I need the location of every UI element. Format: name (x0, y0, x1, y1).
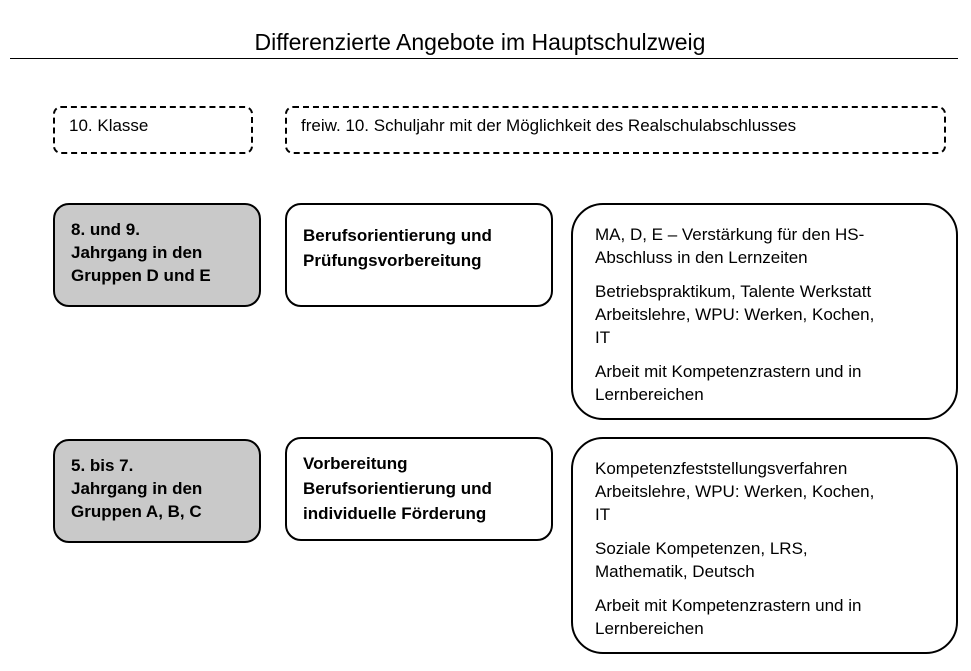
grade-10-box: 10. Klasse (53, 106, 253, 154)
focus-line: individuelle Förderung (303, 504, 487, 523)
detail-line: Lernbereichen (595, 385, 704, 404)
detail-paragraph (595, 223, 934, 269)
grade-10-offer-box: freiw. 10. Schuljahr mit der Möglichkeit des Realschulabschlusses (285, 106, 946, 154)
detail-line: IT (595, 505, 611, 524)
detail-line: IT (595, 328, 611, 347)
focus-line: Berufsorientierung und (303, 479, 492, 498)
grade-8-9-box (53, 203, 261, 307)
detail-paragraph (595, 457, 934, 526)
detail-line: Mathematik, Deutsch (595, 562, 755, 581)
focus-line: Berufsorientierung und (303, 226, 492, 245)
diagram-title: Differenzierte Angebote im Hauptschulzweig (254, 29, 706, 55)
grade-8-9-line: 8. und 9. (71, 220, 140, 239)
grade-8-9-details-box (571, 203, 958, 420)
detail-line: Soziale Kompetenzen, LRS, (595, 539, 808, 558)
detail-line: Arbeitslehre, WPU: Werken, Kochen, (595, 482, 875, 501)
detail-paragraph (595, 537, 934, 583)
detail-line: Betriebspraktikum, Talente Werkstatt (595, 282, 872, 301)
detail-line: Kompetenzfeststellungsverfahren (595, 459, 848, 478)
detail-paragraph (595, 280, 934, 349)
grade-5-7-line: Gruppen A, B, C (71, 502, 202, 521)
detail-line: Arbeitslehre, WPU: Werken, Kochen, (595, 305, 875, 324)
grade-5-7-line: Jahrgang in den (71, 479, 203, 498)
focus-line: Prüfungsvorbereitung (303, 251, 482, 270)
grade-5-7-box (53, 439, 261, 543)
grade-8-9-line: Gruppen D und E (71, 266, 211, 285)
detail-line: Abschluss in den Lernzeiten (595, 248, 808, 267)
detail-line: MA, D, E – Verstärkung für den HS- (595, 225, 865, 244)
focus-line: Vorbereitung (303, 454, 408, 473)
title-underline (10, 58, 958, 59)
grade-5-7-focus-box (285, 437, 553, 541)
grade-8-9-line: Jahrgang in den (71, 243, 203, 262)
grade-5-7-details-box (571, 437, 958, 654)
grade-8-9-focus-box (285, 203, 553, 307)
detail-line: Lernbereichen (595, 619, 704, 638)
grade-5-7-line: 5. bis 7. (71, 456, 134, 475)
detail-paragraph (595, 360, 934, 406)
detail-paragraph (595, 594, 934, 640)
detail-line: Arbeit mit Kompetenzrastern und in (595, 596, 862, 615)
detail-line: Arbeit mit Kompetenzrastern und in (595, 362, 862, 381)
